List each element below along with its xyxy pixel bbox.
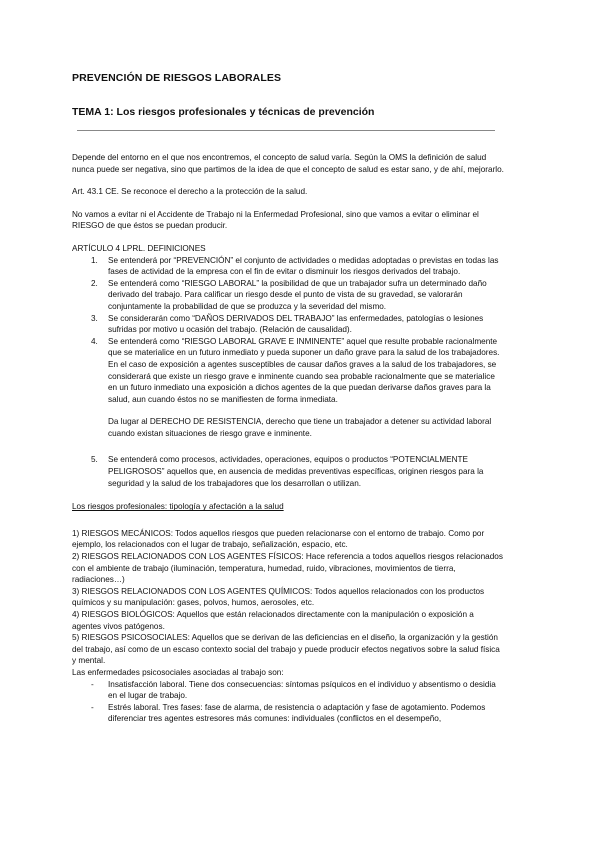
- list-item: [91, 702, 504, 725]
- psychosocial-list: [72, 679, 504, 725]
- document-body: [72, 152, 504, 725]
- risk-paragraph: 2) RIESGOS RELACIONADOS CON LOS AGENTES FÍSICOS: Hace referencia a todos aquellos riesgos relacionados con el ambiente de trabajo (iluminación, temperatura, humedad, ruido, vibraciones, movimientos de tierra, radiaciones…): [72, 552, 503, 585]
- definition-item: [91, 454, 504, 489]
- intro-paragraph: No vamos a evitar ni el Accidente de Trabajo ni la Enfermedad Profesional, sino que vamos a evitar o eliminar el RIESGO de que éstos se puedan producir.: [72, 209, 479, 231]
- intro-paragraph: Art. 43.1 CE. Se reconoce el derecho a la protección de la salud.: [72, 187, 308, 197]
- definition-subparagraph: Da lugar al DERECHO DE RESISTENCIA, derecho que tiene un trabajador a detener su actividad laboral cuando existan situaciones de riesgo grave e inminente.: [108, 417, 492, 438]
- section-link[interactable]: Los riesgos profesionales: tipología y afectación a la salud: [72, 502, 284, 512]
- item-number: 2.: [91, 278, 98, 288]
- dash-bullet: -: [91, 702, 94, 712]
- definition-item: [91, 278, 504, 313]
- definition-text: Se entenderá como “RIESGO LABORAL” la posibilidad de que un trabajador sufra un determinado daño derivado del trabajo. Para calificar un riesgo desde el punto de vista de su gravedad, se valorarán conjuntamente la probabilidad de que se produzca y la severidad del mismo.: [108, 278, 487, 311]
- list-item: [91, 679, 504, 702]
- item-number: 5.: [91, 455, 98, 465]
- article-heading: ARTÍCULO 4 LPRL. DEFINICIONES: [72, 243, 206, 253]
- item-number: 1.: [91, 255, 98, 265]
- definition-text: Se entenderá por “PREVENCIÓN” el conjunto de actividades o medidas adoptadas o previstas en todas las fases de actividad de la empresa con el fin de evitar o disminuir los riesgos derivados del trabajo.: [108, 255, 499, 277]
- list-item-text: Insatisfacción laboral. Tiene dos consecuencias: síntomas psíquicos en el individuo y absentismo o desidia en el lugar de trabajo.: [108, 679, 496, 701]
- intro-paragraph: Depende del entorno en el que nos encontremos, el concepto de salud varía. Según la OMS la definición de salud nunca puede ser negativa, sino que partimos de la idea de que el concepto de salud es estar sano, y de ahí, mejorarlo.: [72, 153, 504, 174]
- heading-divider: [77, 130, 495, 131]
- risk-paragraph: Las enfermedades psicosociales asociadas al trabajo son:: [72, 667, 284, 677]
- definition-text: Se considerarán como “DAÑOS DERIVADOS DEL TRABAJO” las enfermedades, patologías o lesiones sufridas por motivo u ocasión del trabajo. (Relación de causalidad).: [108, 313, 484, 335]
- risk-paragraph: 5) RIESGOS PSICOSOCIALES: Aquellos que se derivan de las deficiencias en el diseño, la organización y la gestión del trabajo, así como de un escaso contexto social del trabajo y puede producir efectos negativos sobre la salud física y mental.: [72, 633, 500, 666]
- risk-paragraph: 1) RIESGOS MECÁNICOS: Todos aquellos riesgos que pueden relacionarse con el entorno de trabajo. Como por ejemplo, los relacionados con el lugar de trabajo, señalización, espacio, etc.: [72, 528, 485, 550]
- definition-text: Se entenderá como “RIESGO LABORAL GRAVE E INMINENTE” aquel que resulte probable racionalmente que se materialice en un futuro inmediato y pueda suponer un daño grave para la salud de los trabajadores.: [108, 336, 500, 358]
- document-title: PREVENCIÓN DE RIESGOS LABORALES: [72, 72, 282, 84]
- definitions-list: [72, 255, 504, 490]
- item-number: 3.: [91, 313, 98, 323]
- item-number: 4.: [91, 336, 98, 346]
- definition-item: [91, 313, 504, 336]
- definition-item: [91, 336, 504, 440]
- risk-paragraph: 3) RIESGOS RELACIONADOS CON LOS AGENTES QUÍMICOS: Todos aquellos relacionados con los productos químicos y su manipulación: gases, polvos, humos, aerosoles, etc.: [72, 586, 485, 608]
- dash-bullet: -: [91, 679, 94, 689]
- topic-heading: TEMA 1: Los riesgos profesionales y técnicas de prevención: [72, 106, 375, 118]
- definition-item: [91, 255, 504, 278]
- risk-paragraph: 4) RIESGOS BIOLÓGICOS: Aquellos que están relacionados directamente con la manipulación o exposición a agentes vivos patógenos.: [72, 610, 474, 631]
- list-item-text: Estrés laboral. Tres fases: fase de alarma, de resistencia o adaptación y fase de agotamiento. Podemos diferenciar tres agentes estresores más comunes: individuales (conflictos en el desempeño,: [108, 702, 486, 724]
- definition-subparagraph: En el caso de exposición a agentes susceptibles de causar daños graves a la salud de los trabajadores, se considerará que existe un riesgo grave e inminente cuando sea probable racionalmente que se materialice en un futuro inmediato una exposición a dichos agentes de la que puedan derivarse daños graves para la salud, aun cuando éstos no se manifiesten de forma inmediata.: [108, 359, 497, 404]
- definition-text: Se entenderá como procesos, actividades, operaciones, equipos o productos “POTENCIALMENTE PELIGROSOS” aquellos que, en ausencia de medidas preventivas específicas, originen riesgos para la seguridad y la salud de los trabajadores que los desarrollan o utilizan.: [108, 455, 484, 488]
